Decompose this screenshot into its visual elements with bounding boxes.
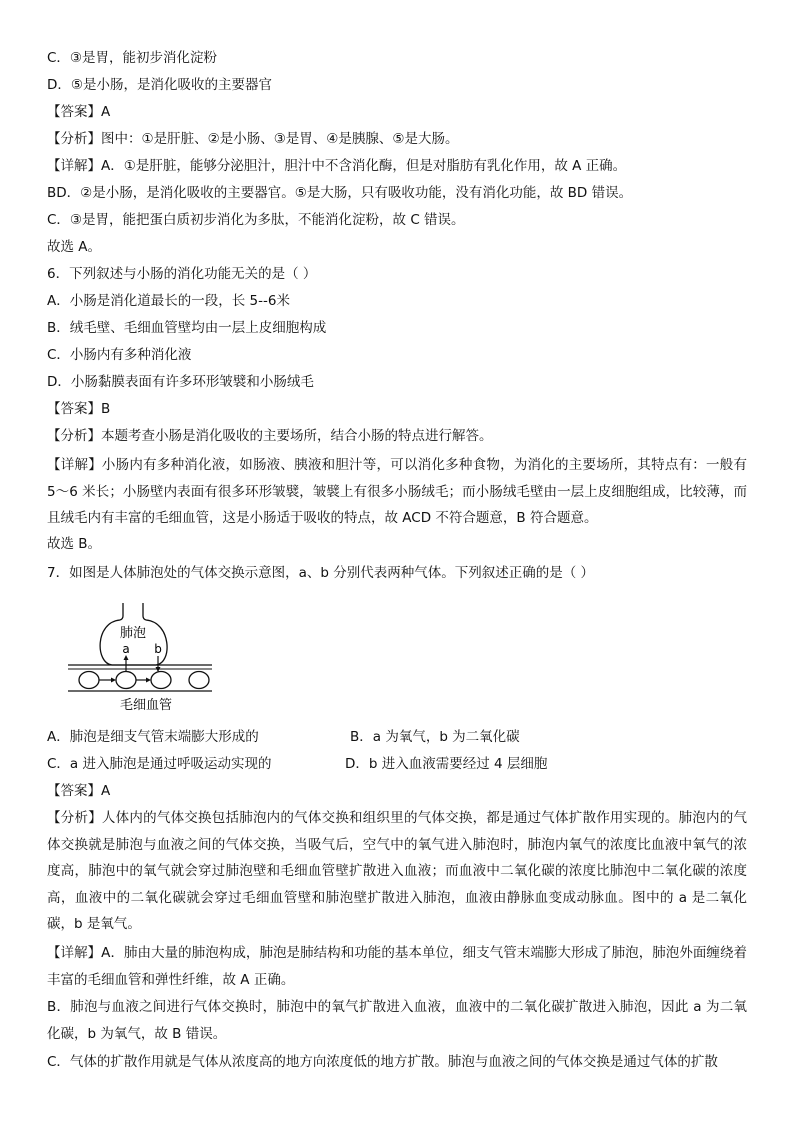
q6-option-c: C．小肠内有多种消化液 bbox=[47, 347, 192, 363]
q7-detail-a: 【详解】A．肺由大量的肺泡构成，肺泡是肺结构和功能的基本单位，细支气管末端膨大形成了肺泡，肺泡外面缠绕着丰富的毛细血管和弹性纤维，故 A 正确。 bbox=[47, 945, 747, 988]
q7-option-c: C．a 进入肺泡是通过呼吸运动实现的 bbox=[47, 756, 272, 772]
q5-detail-c: C．③是胃，能把蛋白质初步消化为多肽，不能消化淀粉，故 C 错误。 bbox=[47, 212, 465, 228]
q6-conclusion: 故选 B。 bbox=[47, 536, 102, 552]
q7-option-b: B．a 为氧气，b 为二氧化碳 bbox=[350, 729, 520, 745]
q5-detail-a: 【详解】A．①是肝脏，能够分泌胆汁，胆汁中不含消化酶，但是对脂肪有乳化作用，故 A 正确。 bbox=[47, 158, 627, 174]
q5-analysis: 【分析】图中：①是肝脏、②是小肠、③是胃、④是胰腺、⑤是大肠。 bbox=[47, 131, 459, 147]
blood-flow-arrowhead bbox=[111, 678, 116, 683]
q7-option-a: A．肺泡是细支气管末端膨大形成的 bbox=[47, 729, 259, 745]
q6-option-b: B．绒毛壁、毛细血管壁均由一层上皮细胞构成 bbox=[47, 320, 327, 336]
blood-cell bbox=[151, 672, 171, 689]
blood-cell bbox=[79, 672, 99, 689]
q6-stem: 6．下列叙述与小肠的消化功能无关的是（ ） bbox=[47, 266, 317, 282]
q5-option-c: C．③是胃，能初步消化淀粉 bbox=[47, 50, 218, 66]
blood-cell bbox=[116, 672, 136, 689]
q5-answer: 【答案】A bbox=[47, 104, 111, 120]
q7-detail-c: C．气体的扩散作用就是气体从浓度高的地方向浓度低的地方扩散。肺泡与血液之间的气体交换是通过气体的扩散 bbox=[47, 1054, 718, 1070]
q7-answer: 【答案】A bbox=[47, 783, 111, 799]
blood-cell bbox=[189, 672, 209, 689]
q7-stem: 7．如图是人体肺泡处的气体交换示意图，a、b 分别代表两种气体。下列叙述正确的是（ ） bbox=[47, 565, 595, 581]
gas-b-label: b bbox=[154, 642, 162, 656]
q6-option-d: D．小肠黏膜表面有许多环形皱襞和小肠绒毛 bbox=[47, 374, 314, 390]
capillary-label: 毛细血管 bbox=[119, 698, 173, 713]
q5-conclusion: 故选 A。 bbox=[47, 239, 102, 255]
q6-answer: 【答案】B bbox=[47, 401, 111, 417]
q6-option-a: A．小肠是消化道最长的一段，长 5--6米 bbox=[47, 293, 290, 309]
q5-option-d: D．⑤是小肠，是消化吸收的主要器官 bbox=[47, 77, 272, 93]
blood-flow-arrowhead bbox=[146, 678, 151, 683]
q7-detail-b: B．肺泡与血液之间进行气体交换时，肺泡中的氧气扩散进入血液，血液中的二氧化碳扩散进入肺泡，因此 a 为二氧化碳，b 为氧气，故 B 错误。 bbox=[47, 999, 747, 1042]
q6-detail: 【详解】小肠内有多种消化液，如肠液、胰液和胆汁等，可以消化多种食物，为消化的主要场所，其特点有：一般有 5～6 米长；小肠壁内表面有很多环形皱襞，皱襞上有很多小肠绒毛；而小肠绒毛壁由一层上皮细胞组成，比较薄，而且绒毛内有丰富的毛细血管，这是小肠适于吸收的特点，故 ACD 不符合题意，B 符合题意。 bbox=[47, 457, 747, 527]
bronchiole-right-wall bbox=[143, 603, 146, 620]
q5-detail-bd: BD．②是小肠，是消化吸收的主要器官。⑤是大肠，只有吸收功能，没有消化功能，故 BD 错误。 bbox=[47, 185, 633, 201]
q7-analysis: 【分析】人体内的气体交换包括肺泡内的气体交换和组织里的气体交换，都是通过气体扩散作用实现的。肺泡内的气体交换就是肺泡与血液之间的气体交换，当吸气后，空气中的氧气进入肺泡时，肺泡内氧气的浓度比血液中氧气的浓度高，肺泡中的氧气就会穿过肺泡壁和毛细血管壁扩散进入血液；而血液中二氧化碳的浓度比肺泡中二氧化碳的浓度高，血液中的二氧化碳就会穿过毛细血管壁和肺泡壁扩散进入肺泡，血液由静脉血变成动脉血。图中的 a 是二氧化碳，b 是氧气。 bbox=[47, 810, 747, 933]
alveolus-label: 肺泡 bbox=[119, 626, 147, 641]
q7-option-d: D．b 进入血液需要经过 4 层细胞 bbox=[345, 756, 548, 772]
alveolus-gas-exchange-diagram bbox=[65, 601, 215, 716]
q6-analysis: 【分析】本题考查小肠是消化吸收的主要场所，结合小肠的特点进行解答。 bbox=[47, 428, 493, 444]
bronchiole-left-wall bbox=[120, 603, 123, 620]
gas-a-label: a bbox=[122, 642, 130, 656]
